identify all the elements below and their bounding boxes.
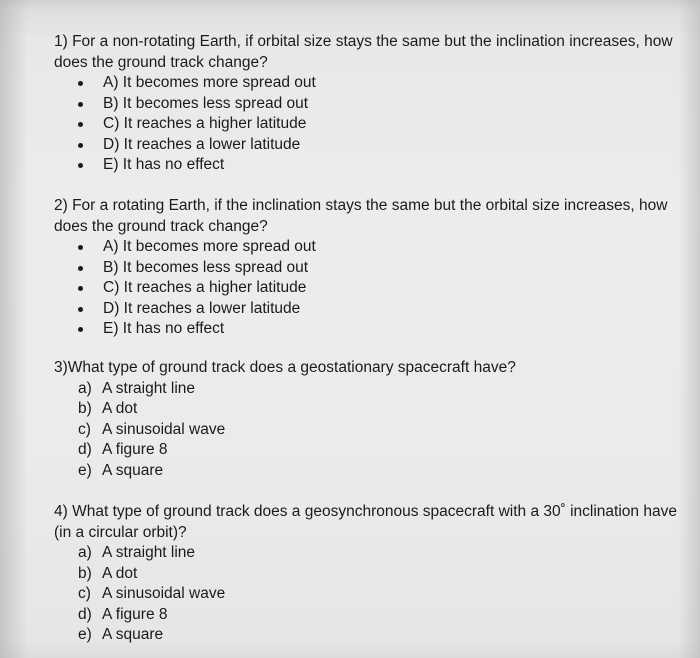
option-label: A) It becomes more spread out — [103, 74, 316, 91]
option-label: A square — [102, 461, 164, 479]
option-label: E) It has no effect — [103, 320, 225, 337]
option-label: A straight line — [102, 544, 196, 561]
question-3 — [54, 358, 678, 481]
option-marker: e) — [78, 461, 92, 479]
question-4-text: 4) What type of ground track does a geosynchronous spacecraft with a 30˚ inclination have (in a circular orbit)? — [54, 503, 677, 541]
bullet-icon — [78, 102, 83, 107]
option-label: A dot — [102, 564, 138, 582]
option-label: B) It becomes less spread out — [103, 258, 309, 276]
page-shadow-left — [0, 0, 28, 658]
option-1e — [54, 155, 678, 176]
option-3b — [54, 399, 678, 420]
option-marker: b) — [78, 564, 92, 582]
option-3c — [54, 420, 678, 441]
question-3-options — [54, 379, 678, 482]
option-1d — [54, 135, 678, 156]
question-4 — [54, 502, 678, 646]
option-label: A square — [102, 626, 164, 643]
option-label: A figure 8 — [102, 441, 168, 458]
option-label: C) It reaches a higher latitude — [103, 279, 307, 296]
option-label: A dot — [102, 400, 138, 417]
option-2e — [54, 319, 678, 340]
bullet-icon — [78, 245, 83, 250]
question-3-text: 3)What type of ground track does a geostationary spacecraft have? — [54, 359, 516, 376]
option-4b — [54, 564, 678, 585]
option-1b — [54, 94, 678, 115]
bullet-icon — [78, 81, 83, 86]
bullet-icon — [78, 122, 83, 127]
option-2c — [54, 278, 678, 299]
option-label: E) It has no effect — [103, 156, 225, 173]
option-marker: c) — [78, 420, 91, 438]
bullet-icon — [78, 327, 83, 332]
option-label: D) It reaches a lower latitude — [103, 299, 301, 317]
option-marker: c) — [78, 585, 91, 602]
question-1 — [54, 32, 678, 176]
option-4e — [54, 625, 678, 646]
bullet-icon — [78, 163, 83, 168]
option-4a — [54, 543, 678, 564]
bullet-icon — [78, 307, 83, 312]
option-marker: a) — [78, 544, 92, 561]
question-2-text: 2) For a rotating Earth, if the inclination stays the same but the orbital size increases, how does the ground track change? — [54, 197, 668, 235]
option-marker: b) — [78, 400, 92, 417]
option-2d — [54, 299, 678, 320]
bullet-icon — [78, 286, 83, 291]
option-label: A sinusoidal wave — [102, 420, 226, 438]
option-3a — [54, 379, 678, 400]
question-2-options — [54, 237, 678, 340]
option-3e — [54, 461, 678, 482]
option-4c — [54, 584, 678, 605]
option-label: C) It reaches a higher latitude — [103, 115, 307, 132]
option-2a — [54, 237, 678, 258]
option-marker: d) — [78, 605, 92, 623]
option-1a — [54, 73, 678, 94]
option-marker: a) — [78, 379, 92, 397]
option-marker: d) — [78, 441, 92, 458]
option-label: A) It becomes more spread out — [103, 238, 316, 255]
question-1-options — [54, 73, 678, 176]
question-4-options — [54, 543, 678, 646]
question-2 — [54, 196, 678, 340]
option-4d — [54, 605, 678, 626]
option-label: A sinusoidal wave — [102, 585, 226, 602]
bullet-icon — [78, 143, 83, 148]
question-1-text: 1) For a non-rotating Earth, if orbital size stays the same but the inclination increases, how does the ground track change? — [54, 33, 673, 71]
option-2b — [54, 258, 678, 279]
option-3d — [54, 440, 678, 461]
option-label: A figure 8 — [102, 605, 168, 623]
option-label: B) It becomes less spread out — [103, 94, 309, 112]
option-1c — [54, 114, 678, 135]
option-marker: e) — [78, 626, 92, 643]
page-shadow-right — [678, 0, 700, 658]
option-label: D) It reaches a lower latitude — [103, 135, 301, 153]
bullet-icon — [78, 266, 83, 271]
option-label: A straight line — [102, 379, 196, 397]
